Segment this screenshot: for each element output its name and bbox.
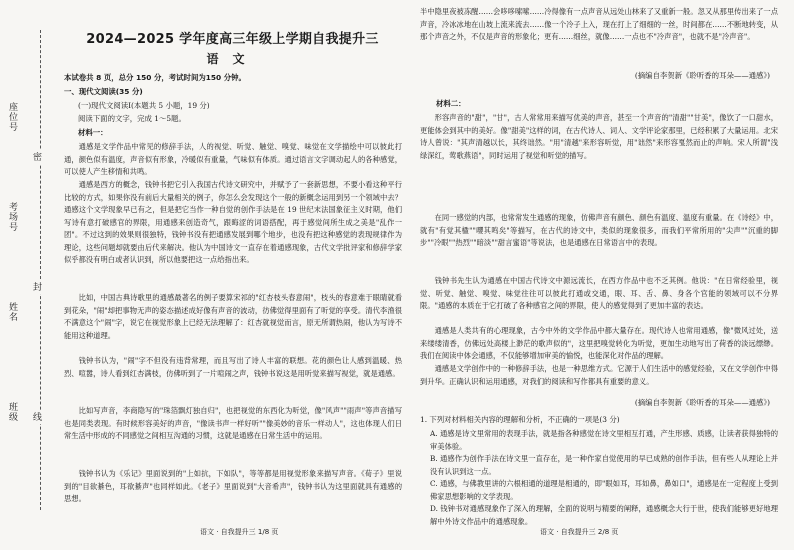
seal-dashed-line [40,30,41,510]
paragraph: 形容声音的"甜"，"甘"，古人常常用来描写优美的声音，甚至一个声音的"清甜""甘美"，像饮了一口甜水，更能体会到其中的美好。像"甜美"这样的词，在古代诗人、词人、文学评论家那里，已经积累了大量运用。北宋诗人曾说："其声清越以长，其终诎然。"用"清越"来形容听觉，用"诎然"来形容戛然而止的声响。宋人所谓"浅绿深红，莺歌燕语"，同时运用了视觉和听觉的描写。 [420,113,778,160]
exam-title: 2024—2025 学年度高三年级上学期自我提升三 [86,32,379,47]
option-c: C. 通感，与佛教里讲的六根相通的道理是相通的，即"眼如耳，耳如鼻，鼻如口"，通感是在一定程度上受到佛家思想影响的文学表现。 [430,479,778,501]
subject-title: 语文 [206,52,259,66]
label-class: 班级 [7,402,17,422]
page-footer: 语文 · 自我提升三 1/8 页 [200,528,279,536]
paragraph: 通感是西方的概念，钱钟书把它引入我国古代诗文研究中，并赋予了一套新思想，不要小看这种平行比较的方式，如果你没有前后大量相关的例子，你怎么会发现这个一般的新概念运用到另一个领域中去？通感这个文学现象早已有之，但是把它当作一种自觉的创作手法是在 19 世纪末法国象征主义时期，他们写诗有意打破感官的界限，用通感来创造奇气，跟晦涩的词语搭配，再于感觉间所生成之美是"乱作一团"。不过这到的效果则很独特，钱钟书没有把通感发展到哪个地步，也没有把这种感觉的表现规律作为理论，这些问题却就要由后代来解决。他认为中国诗文一直存在着通感现象，古代文学批评家和修辞学家似乎都没有明白或者认识到，所以他要把这一点给指出来。 [64,180,402,265]
paragraph: 半中隐里夜被冻醒……会哆哆嗦嗦……冷得像有一点声音从远处山林来了又重新一般。忽又从那里传出来了一点声音，冷冰冰地在山坡上流来流去……像一个冷子上入，现在打上了细细的一丝，时间都在……不断地转变，从那个声音之外，不仅是声音的形象化；更有……细丝，就像……一点也不"冷声音"，也就不是"冷声音"。 [420,7,778,42]
page-1 [60,0,405,550]
seal-label-1: 密 [31,152,41,162]
seal-label-3: 线 [31,412,41,422]
paragraph: 钱钟书认为，"闹"字不但没有违背常理，而且写出了诗人丰富的联想。花的颜色让人感到温暖、热烈、喧嚣，诗人看到红杏满枝，仿佛听到了一片喧闹之声，钱钟书说这是用听觉来描写视觉，就是通感。 [64,356,402,378]
option-a: A. 通感是诗文里常用的表现手法，就是指各种感觉在诗文里相互打通，产生形感、质感，让读者获得独特的审美体验。 [430,429,778,451]
seal-label-2: 封 [31,282,41,292]
paragraph: 钱钟书先生认为通感在中国古代诗文中源远流长，在西方作品中也不乏其例。他说："在日常经验里，视觉、听觉、触觉、嗅觉、味觉往往可以彼此打通或交通，眼、耳、舌、鼻、身各个官能的领域可以不分界限。"通感的本质在于它打破了各种感官之间的界限，使人的感觉得到了更加丰富的表达。 [420,276,778,311]
source-reference: (摘编自李贺新《聆听香的耳朵——通感》) [634,398,770,407]
material-1-label: 材料一： [78,128,108,137]
option-b: B. 通感作为创作手法在诗文里一直存在，是一种作家自觉使用的早已成熟的创作手法，但有些人从理论上并没有认识到这一点。 [430,454,778,476]
paragraph: 通感是人类共有的心理现象，古今中外的文学作品中都大量存在。现代诗人也常用通感，像"微风过处，送来缕缕清香，仿佛远处高楼上渺茫的歌声似的"，这里把嗅觉转化为听觉，更加生动地写出了荷香的淡远缥缈。我们在阅读中体会通感，不仅能够增加审美的愉悦，也能深化对作品的理解。 [420,326,778,361]
question-1: 1. 下列对材料相关内容的理解和分析，不正确的一项是(3 分) [420,415,620,424]
paragraph: 钱钟书认为《乐记》里面说到的"上如抗，下如队"，等等都是用视觉形象来描写声音。《荀子》里说到的"目欲綦色，耳欲綦声"也同样如此。《老子》里面说到"大音希声"，钱钟书认为这里面就具有通感的思想。 [64,469,402,504]
label-exam-no: 考场号 [7,202,17,232]
paragraph: 通感是文学作品中常见的修辞手法，人的视觉、听觉、触觉、嗅觉、味觉在文学描绘中可以彼此打通，颜色似有温度，声音似有形象，冷暖似有重量，气味似有体质。通过语言文字调动起人的各种感觉，可以使人产生移情和共鸣。 [64,142,402,177]
paragraph: 比如，中国古典诗歌里的通感最著名的例子要算宋祁的"红杏枝头春意闹"，枝头的春意难于眼睛就看到花朵，"闹"却把事物无声的姿态描述成好像有声音的波动，彷佛觉得里面有了听觉的享受。清代李渔很不满意这个"闹"字，说它在视觉形象上已经无法理解了：红杏就视觉而言，原无所谓热闹，他认为写诗不能用这种道理。 [64,293,402,340]
label-name: 姓名 [7,302,17,322]
paragraph: 通感是文学创作中的一种修辞手法，也是一种思维方式。它源于人们生活中的感觉经验，又在文学创作中得到升华。正确认识和运用通感，对我们的阅读和写作都具有重要的意义。 [420,364,778,386]
paragraph: 比如写声音，李商隐写的"珠箔飘灯独自归"，也把视觉的东西化为听觉，像"风声""雨声"等声音描写也是同类表现。有时候形容美好的声音，"像读书声一样好听""像美妙的音乐一样动人"，这也体现人们日常生活中形成的不同感觉之间相互沟通的习惯，这就是通感在日常生活中的运用。 [64,406,402,441]
section-heading: 一、现代文阅读(35 分) [64,87,143,96]
source-reference: (摘编自李贺新《聆听香的耳朵——通感》) [634,71,770,80]
reading-instruction: 阅读下面的文字，完成 1～5题。 [78,114,186,123]
material-2-label: 材料二： [436,99,466,108]
page-footer: 语文 · 自我提升三 2/8 页 [540,528,619,536]
subsection-heading: (一)现代文阅读Ⅰ(本题共 5 小题，19 分) [78,101,210,110]
binding-strip [0,0,58,550]
label-seat: 座位号 [7,102,17,132]
exam-notice: 本试卷共 8 页，总分 150 分，考试时间为150 分钟。 [64,73,246,82]
paragraph: 在同一感觉的内部，也常常发生通感的现象，仿佛声音有颜色、颜色有温度、温度有重量。在《诗经》中，就有"有觉其楹""嚶其鸣矣"等描写，在古代的诗文中，类似的现象很多，而我们平常所用的"尖声""沉重的脚步""冷眼""热烈""暗淡""甜言蜜语"等说法，也是通感在日常语言中的表现。 [420,213,778,248]
page-2 [420,0,780,550]
option-d: D. 钱钟书对通感现象作了深入的理解，全面的说明与精要的阐释，通感概念大行于世，使我们能够更好地理解中外诗文作品中的通感现象。 [430,504,778,526]
